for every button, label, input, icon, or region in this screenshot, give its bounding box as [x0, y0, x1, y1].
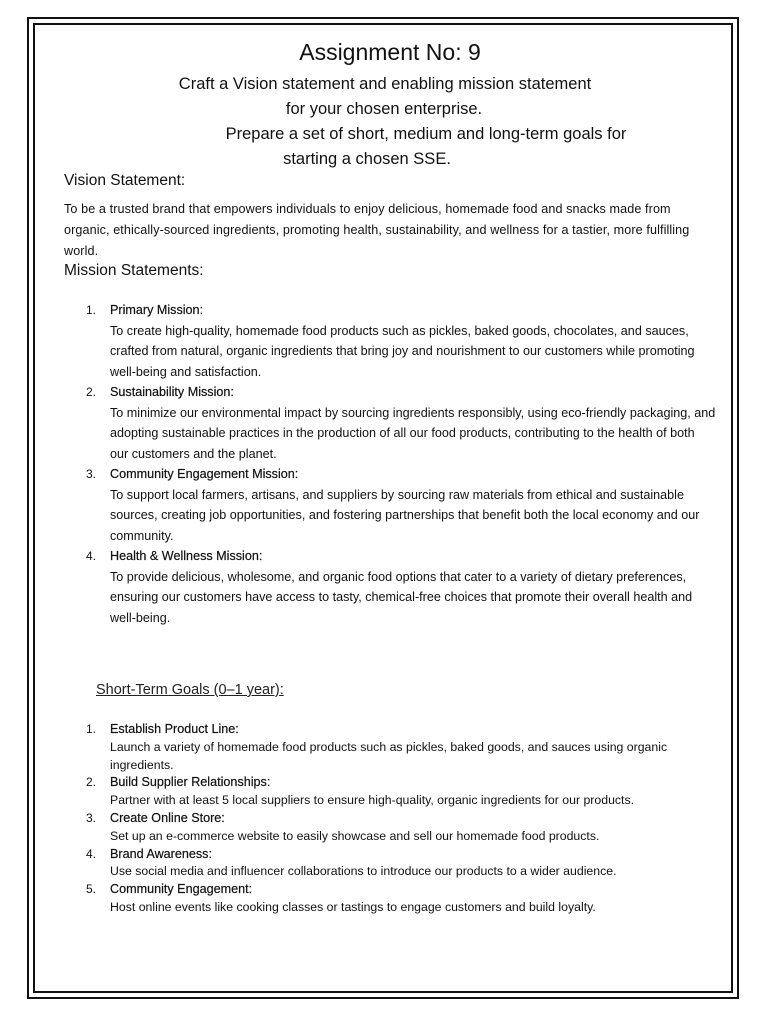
list-number: 1. — [86, 722, 97, 736]
mission-item-title: Community Engagement Mission: — [110, 467, 299, 481]
goal-item-title: Create Online Store: — [110, 810, 225, 825]
goal-item — [64, 721, 716, 774]
list-number: 2. — [86, 775, 97, 790]
goal-item-title: Brand Awareness: — [110, 846, 212, 861]
short-term-goals-heading: Short-Term Goals (0–1 year): — [96, 682, 284, 698]
goal-item-title: Build Supplier Relationships: — [110, 775, 271, 790]
mission-list — [64, 300, 716, 628]
assignment-title: Assignment No: 9 — [299, 39, 481, 65]
goal-item-text: Launch a variety of homemade food products such as pickles, baked goods, and sauces using organic ingredients. — [110, 739, 668, 772]
mission-item — [64, 382, 716, 464]
short-term-goals-list — [64, 721, 716, 917]
mission-item — [64, 300, 716, 382]
goal-item — [64, 774, 716, 810]
list-number: 4. — [86, 846, 97, 861]
vision-text: To be a trusted brand that empowers individuals to enjoy delicious, homemade food and snacks made from organic, ethically-sourced ingredients, promoting health, sustainability, and wellness for a tastier, more fulfilling world. — [64, 202, 690, 258]
mission-item-text: To create high-quality, homemade food products such as pickles, baked goods, chocolates, and sauces, crafted from natural, organic ingredients that bring joy and nourishment to our customers while promoting well-being and satisfaction. — [110, 323, 695, 379]
mission-item-title: Sustainability Mission: — [110, 385, 234, 399]
goal-item-text: Host online events like cooking classes or tastings to engage customers and build loyalty. — [110, 899, 596, 914]
list-number: 2. — [86, 385, 97, 399]
goal-item-text: Use social media and influencer collaborations to introduce our products to a wider audience. — [110, 864, 617, 879]
vision-heading: Vision Statement: — [64, 172, 186, 189]
list-number: 4. — [86, 549, 97, 563]
subtitle-line: starting a chosen SSE. — [283, 150, 451, 168]
goal-item-text: Partner with at least 5 local suppliers to ensure high-quality, organic ingredients for our products. — [110, 793, 635, 808]
subtitle-line: Prepare a set of short, medium and long-term goals for — [225, 125, 627, 143]
mission-item — [64, 464, 716, 546]
goal-item-title: Establish Product Line: — [110, 722, 239, 736]
subtitle-line: Craft a Vision statement and enabling mission statement — [178, 75, 592, 93]
goal-item — [64, 810, 716, 846]
mission-item-text: To provide delicious, wholesome, and organic food options that cater to a variety of dietary preferences, ensuring our customers have access to tasty, chemical-free choices that promote their overall health and well-being. — [110, 569, 693, 625]
goal-item-text: Set up an e-commerce website to easily showcase and sell our homemade food products. — [110, 828, 600, 843]
mission-item-text: To minimize our environmental impact by sourcing ingredients responsibly, using eco-friendly packaging, and adopting sustainable practices in the production of all our food products, contributing to the health of both our customers and the planet. — [110, 405, 716, 461]
list-number: 1. — [86, 303, 97, 317]
assignment-subtitle — [64, 72, 716, 172]
list-number: 3. — [86, 810, 97, 825]
mission-heading: Mission Statements: — [64, 262, 204, 279]
mission-item-text: To support local farmers, artisans, and suppliers by sourcing raw materials from ethical and sustainable sources, creating job opportunities, and fostering partnerships that benefit both the local economy and our community. — [110, 487, 700, 543]
goal-item — [64, 881, 716, 917]
mission-item — [64, 546, 716, 628]
mission-item-title: Health & Wellness Mission: — [110, 549, 263, 563]
document-content — [64, 36, 716, 917]
goal-item — [64, 846, 716, 882]
mission-item-title: Primary Mission: — [110, 303, 204, 317]
goal-item-title: Community Engagement: — [110, 882, 253, 897]
list-number: 3. — [86, 467, 97, 481]
list-number: 5. — [86, 882, 97, 897]
subtitle-line: for your chosen enterprise. — [285, 100, 483, 118]
